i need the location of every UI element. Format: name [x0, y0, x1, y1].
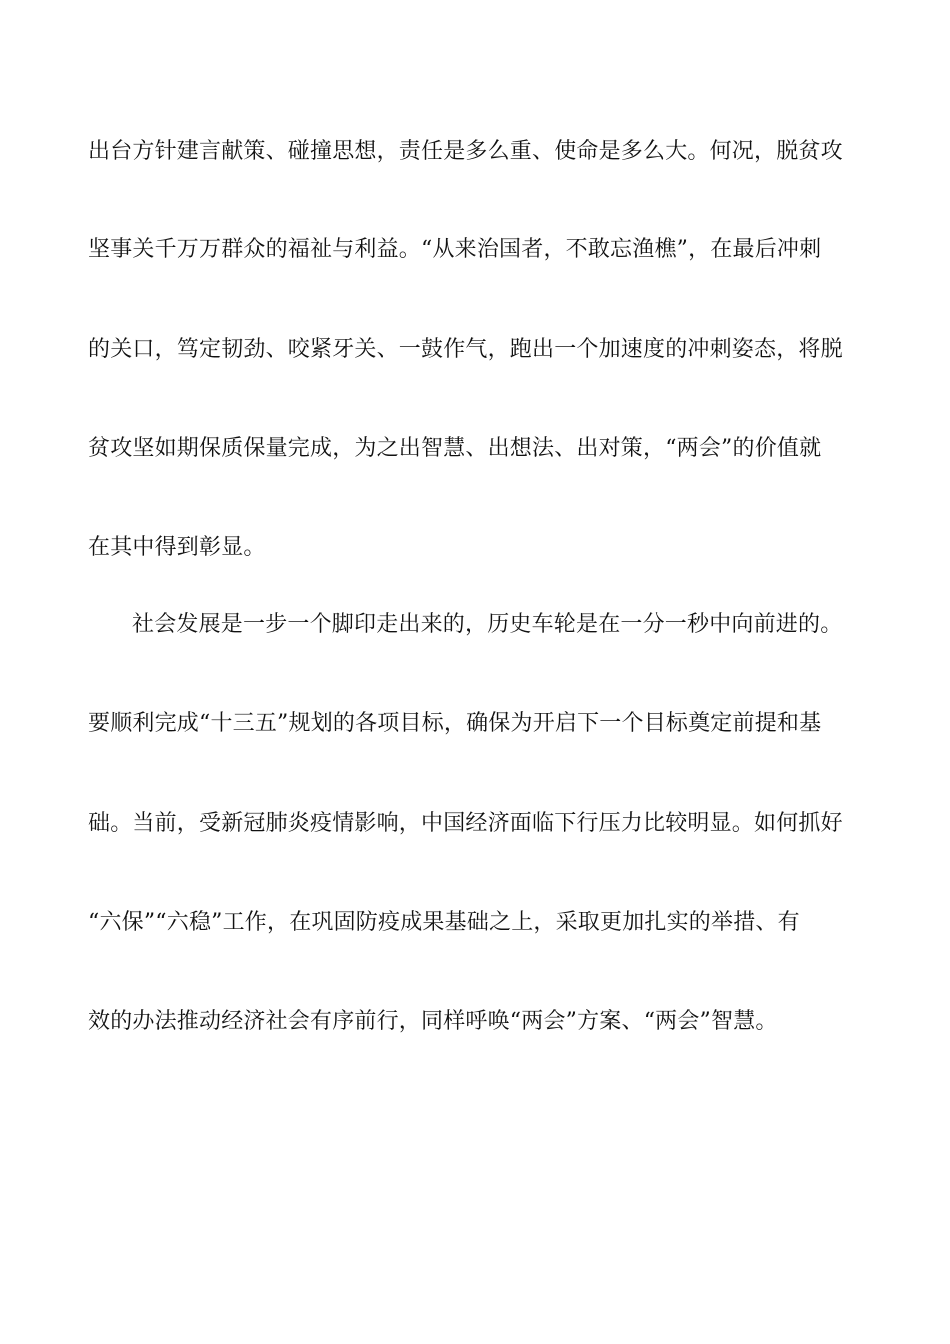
paragraph-2-line-4: “六保”“六稳”工作，在巩固防疫成果基础之上，采取更加扎实的举措、有 [88, 910, 800, 935]
paragraph-2-line-3: 础。当前，受新冠肺炎疫情影响，中国经济面临下行压力比较明显。如何抓好 [88, 811, 843, 836]
paragraph-1-line-4: 贫攻坚如期保质保量完成，为之出智慧、出想法、出对策，“两会”的价值就 [88, 436, 822, 461]
paragraph-2-line-1: 社会发展是一步一个脚印走出来的，历史车轮是在一分一秒中向前进的。 [132, 612, 843, 637]
paragraph-1-line-5: 在其中得到彰显。 [88, 535, 266, 560]
paragraph-2-line-5: 效的办法推动经济社会有序前行，同样呼唤“两会”方案、“两会”智慧。 [88, 1009, 778, 1034]
paragraph-2-line-2: 要顺利完成“十三五”规划的各项目标，确保为开启下一个目标奠定前提和基 [88, 711, 822, 736]
paragraph-1-line-1: 出台方针建言献策、碰撞思想，责任是多么重、使命是多么大。何况，脱贫攻 [88, 139, 843, 164]
paragraph-1-line-3: 的关口，笃定韧劲、咬紧牙关、一鼓作气，跑出一个加速度的冲刺姿态，将脱 [88, 337, 843, 362]
paragraph-1-line-2: 坚事关千万万群众的福祉与利益。“从来治国者，不敢忘渔樵”，在最后冲刺 [88, 237, 822, 262]
